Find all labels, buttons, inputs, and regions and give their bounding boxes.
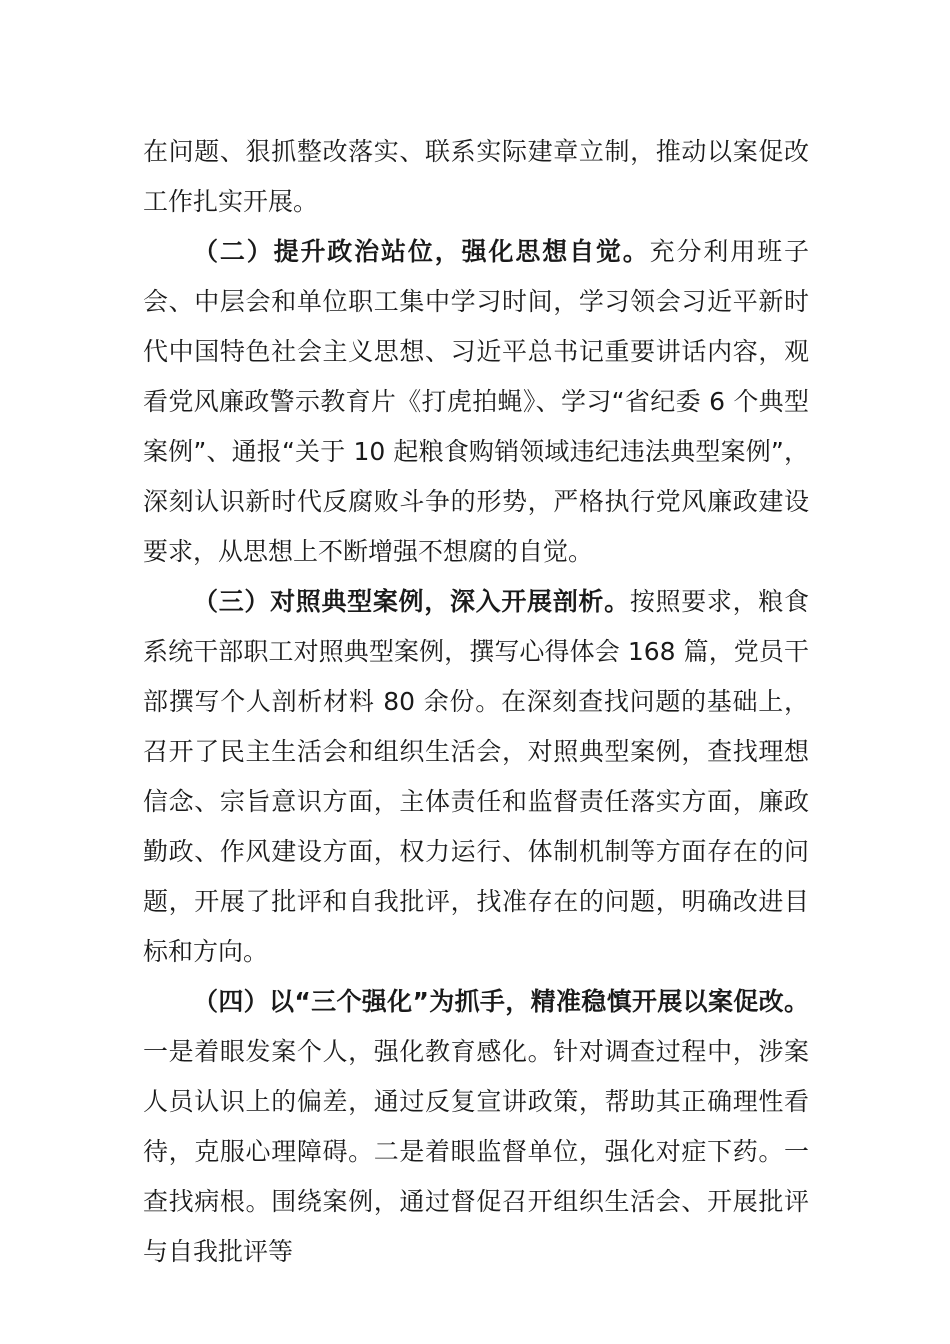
- paragraph-text: 充分利用班子会、中层会和单位职工集中学习时间，学习领会习近平新时代中国特色社会主义思想、习近平总书记重要讲话内容，观看党风廉政警示教育片《打虎拍蝇》、学习“省纪委 6 个典型案例”、通报“关于 10 起粮食购销领域违纪违法典型案例”，深刻认识新时代反腐败斗争的形势，严格执行党风廉政建设要求，从思想上不断增强不想腐的自觉。: [143, 237, 809, 566]
- paragraph-continuation: [143, 127, 809, 227]
- section-heading: （四）以“三个强化”为抓手，精准稳慎开展以案促改。: [193, 987, 809, 1016]
- paragraph-text: 一是着眼发案个人，强化教育感化。针对调查过程中，涉案人员认识上的偏差，通过反复宣讲政策，帮助其正确理性看待，克服心理障碍。二是着眼监督单位，强化对症下药。一查找病根。围绕案例，通过督促召开组织生活会、开展批评与自我批评等: [143, 1037, 809, 1266]
- paragraph-text: 在问题、狠抓整改落实、联系实际建章立制，推动以案促改工作扎实开展。: [143, 137, 809, 216]
- paragraph-text: 按照要求，粮食系统干部职工对照典型案例，撰写心得体会 168 篇，党员干部撰写个人剖析材料 80 余份。在深刻查找问题的基础上，召开了民主生活会和组织生活会，对照典型案例，查找理想信念、宗旨意识方面，主体责任和监督责任落实方面，廉政勤政、作风建设方面，权力运行、体制机制等方面存在的问题，开展了批评和自我批评，找准存在的问题，明确改进目标和方向。: [143, 587, 809, 966]
- section-heading: （三）对照典型案例，深入开展剖析。: [193, 587, 630, 616]
- paragraph-section-3: [143, 577, 809, 977]
- section-heading: （二）提升政治站位，强化思想自觉。: [193, 237, 650, 266]
- document-body: [143, 127, 809, 1277]
- paragraph-section-4: [143, 977, 809, 1277]
- paragraph-section-2: [143, 227, 809, 577]
